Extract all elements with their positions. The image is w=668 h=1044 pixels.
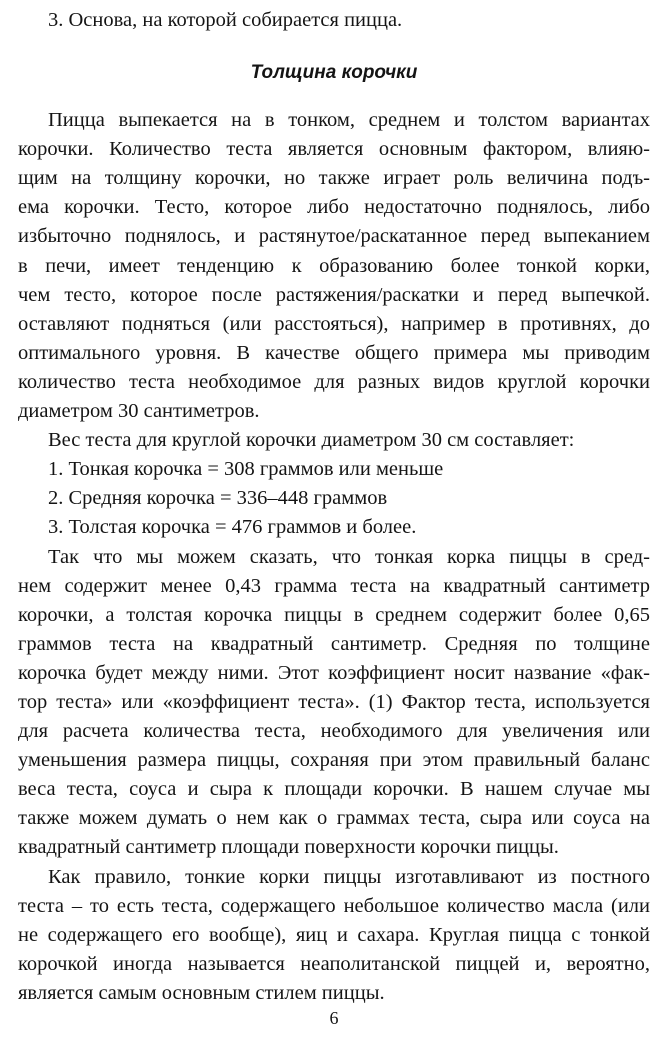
text-line: корочки. Количество теста является основным фактором, влияю- bbox=[18, 138, 650, 161]
list-item: 2. Средняя корочка = 336–448 граммов bbox=[48, 487, 388, 510]
text-line: Так что мы можем сказать, что тонкая корка пиццы в сред- bbox=[48, 545, 650, 568]
text-line: корочки, а толстая корочка пиццы в среднем содержит более 0,65 bbox=[18, 603, 650, 626]
text-line: количество теста необходимое для разных видов круглой корочки bbox=[18, 370, 650, 393]
text-line: не содержащего его вообще), яиц и сахара. Круглая пицца с тонкой bbox=[18, 923, 650, 946]
text-line: диаметром 30 сантиметров. bbox=[18, 400, 260, 423]
text-line: тор теста» или «коэффициент теста». (1) Фактор теста, используется bbox=[18, 690, 650, 713]
text-line: квадратный сантиметр площади поверхности корочки пиццы. bbox=[18, 836, 559, 859]
text-line: избыточно поднялось, и растянутое/раскатанное перед выпеканием bbox=[18, 225, 650, 248]
text-line: оставляют подняться (или расстояться), например в противнях, до bbox=[18, 312, 650, 335]
paragraph-3 bbox=[18, 863, 650, 1008]
text-line: в печи, имеет тенденцию к образованию более тонкой корки, bbox=[18, 254, 650, 277]
text-line: веса теста, соуса и сыра к площади корочки. В нашем случае мы bbox=[18, 778, 650, 801]
text-line: также можем думать о нем как о граммах теста, сыра или соуса на bbox=[18, 807, 650, 830]
text-line: является самым основным стилем пиццы. bbox=[18, 981, 385, 1004]
paragraph-1 bbox=[18, 106, 650, 426]
text-line: Как правило, тонкие корки пиццы изготавливают из постного bbox=[48, 865, 650, 888]
text-line: нем содержит менее 0,43 грамма теста на квадратный сантиметр bbox=[18, 574, 650, 597]
section-heading: Толщина корочки bbox=[250, 62, 418, 84]
text-line: уменьшения размера пиццы, сохраняя при этом правильный баланс bbox=[18, 749, 650, 772]
text-line: граммов теста на квадратный сантиметр. Средняя по толщине bbox=[18, 632, 650, 655]
weight-list bbox=[18, 455, 650, 542]
text-line: чем тесто, которое после растяжения/раскатки и перед выпечкой. bbox=[18, 283, 650, 306]
text-line: оптимального уровня. В качестве общего примера мы приводим bbox=[18, 341, 650, 364]
text-line: щим на толщину корочки, но также играет роль величина подъ- bbox=[18, 167, 650, 190]
text-line: теста – то есть теста, содержащего небольшое количество масла (или bbox=[18, 894, 650, 917]
text-line: корочкой иногда называется неаполитанской пиццей и, вероятно, bbox=[18, 952, 650, 975]
text-line: ема корочки. Тесто, которое либо недостаточно поднялось, либо bbox=[18, 196, 650, 219]
page-number: 6 bbox=[329, 1008, 339, 1028]
weight-intro: Вес теста для круглой корочки диаметром 30 см составляет: bbox=[48, 429, 575, 452]
text-line: для расчета количества теста, необходимого для увеличения или bbox=[18, 720, 650, 743]
list-item-top: 3. Основа, на которой собирается пицца. bbox=[48, 9, 403, 31]
list-item: 3. Толстая корочка = 476 граммов и более. bbox=[48, 516, 417, 539]
text-line: Пицца выпекается на в тонком, среднем и толстом вариантах bbox=[48, 109, 650, 132]
text-line: корочка будет между ними. Этот коэффициент носит название «фак- bbox=[18, 661, 650, 684]
paragraph-2 bbox=[18, 543, 650, 863]
page-body bbox=[18, 6, 650, 1008]
list-item: 1. Тонкая корочка = 308 граммов или меньше bbox=[48, 458, 444, 481]
